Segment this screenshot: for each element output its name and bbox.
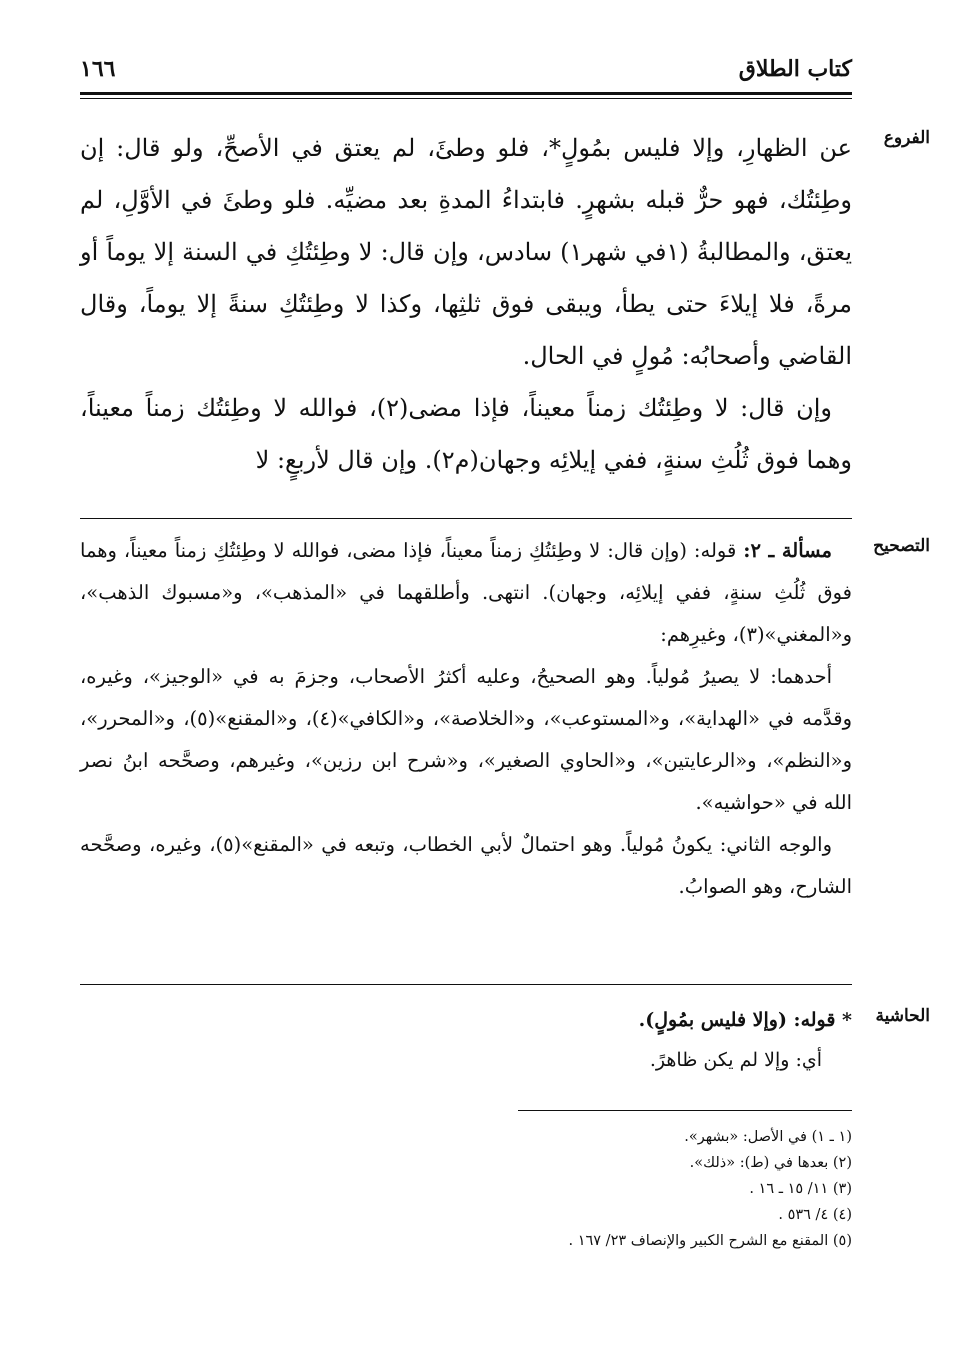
footnotes xyxy=(80,1124,852,1254)
header-rule-thin xyxy=(80,98,852,99)
margin-label-furu: الفروع xyxy=(883,128,930,148)
hashiya-section xyxy=(80,1000,852,1080)
tashih-section xyxy=(80,530,852,908)
tashih-paragraph-1-text: قوله: (وإن قال: لا وطِئتُكِ زمناً معيناً، فإذا مضى، فوالله لا وطِئتُكِ زمناً معيناً، وهما فوق ثُلُثِ سنةٍ، ففي إيلائِه، وجهان). انتهى. وأطلقهما في «المذهب»، و«مسبوك الذهب»، و«المغني»(٣)، وغيرِهم: xyxy=(80,539,852,646)
furu-paragraph-1: عن الظهارِ، وإلا فليس بمُولٍ*، فلو وطئَ، لم يعتق في الأصحِّ، ولو قال: إن وطِئتُك، فهو حرٌّ قبله بشهرٍ. فابتداءُ المدةِ بعد مضيِّه. فلو وطئَ في الأوَّلِ، لم يعتق، والمطالبةُ (١في شهر١) سادس، وإن قال: لا وطِئتُكِ في السنة إلا يوماً أو مرةً، فلا إيلاءَ حتى يطأ، ويبقى فوق ثلثِها، وكذا لا وطِئتُكِ سنةً إلا يوماً، وقال القاضي وأصحابُه: مُولٍ في الحال. xyxy=(80,134,853,370)
page-number: ١٦٦ xyxy=(80,56,116,82)
section-divider-2 xyxy=(80,984,852,985)
running-header xyxy=(80,56,852,86)
footnote-2: (٢) بعدها في (ط): «ذلك». xyxy=(689,1155,852,1171)
furu-section xyxy=(80,122,852,486)
tashih-paragraph-3: والوجه الثاني: يكونُ مُولياً. وهو احتمالٌ لأبي الخطاب، وتبعه في «المقنع»(٥)، وغيره، وصحَّحه الشارح، وهو الصوابُ. xyxy=(80,833,852,898)
footnote-5: (٥) المقنع مع الشرح الكبير والإنصاف ٢٣/ ١٦٧ . xyxy=(568,1233,852,1249)
furu-paragraph-2: وإن قال: لا وطِئتُك زمناً معيناً، فإذا مضى(٢)، فوالله لا وطِئتُك زمناً معيناً، وهما فوق ثُلُثِ سنةٍ، ففي إيلائِه وجهان(م٢). وإن قال لأربعٍ: لا xyxy=(80,394,852,474)
tashih-paragraph-2: أحدهما: لا يصيرُ مُولياً. وهو الصحيحُ، وعليه أكثرُ الأصحاب، وجزمَ به في «الوجيز»، وغيره، وقدَّمه في «الهداية»، و«المستوعب»، و«الخلاصة»، و«الكافي»(٤)، و«المقنع»(٥)، و«المحرر»، و«النظم»، و«الرعايتين»، و«الحاوي الصغير»، و«شرح ابن رزين»، وغيرهم، وصحَّحه ابنُ نصر الله في «حواشيه». xyxy=(80,665,852,814)
footnote-list xyxy=(80,1124,852,1254)
hashiya-text: أي: وإلا لم يكن ظاهرً. xyxy=(649,1049,822,1071)
margin-label-tashih: التصحيح xyxy=(873,536,930,556)
footnote-rule xyxy=(518,1110,852,1111)
section-divider-1 xyxy=(80,518,852,519)
footnote-4: (٤) ٤/ ٥٣٦ . xyxy=(778,1207,852,1223)
masala-heading: مسألة ـ ٢: xyxy=(743,539,832,562)
tashih-paragraph-1 xyxy=(80,530,852,656)
margin-label-hashiya: الحاشية xyxy=(875,1006,930,1026)
hashiya-heading: * قوله: (وإلا فليس بمُولٍ). xyxy=(638,1009,852,1031)
footnote-3: (٣) ١١/ ١٥ ـ ١٦ . xyxy=(749,1181,852,1197)
book-title: كتاب الطلاق xyxy=(738,56,852,82)
header-rule-thick xyxy=(80,92,852,95)
footnote-1: (١ ـ ١) في الأصل: «بشهر». xyxy=(684,1129,852,1145)
